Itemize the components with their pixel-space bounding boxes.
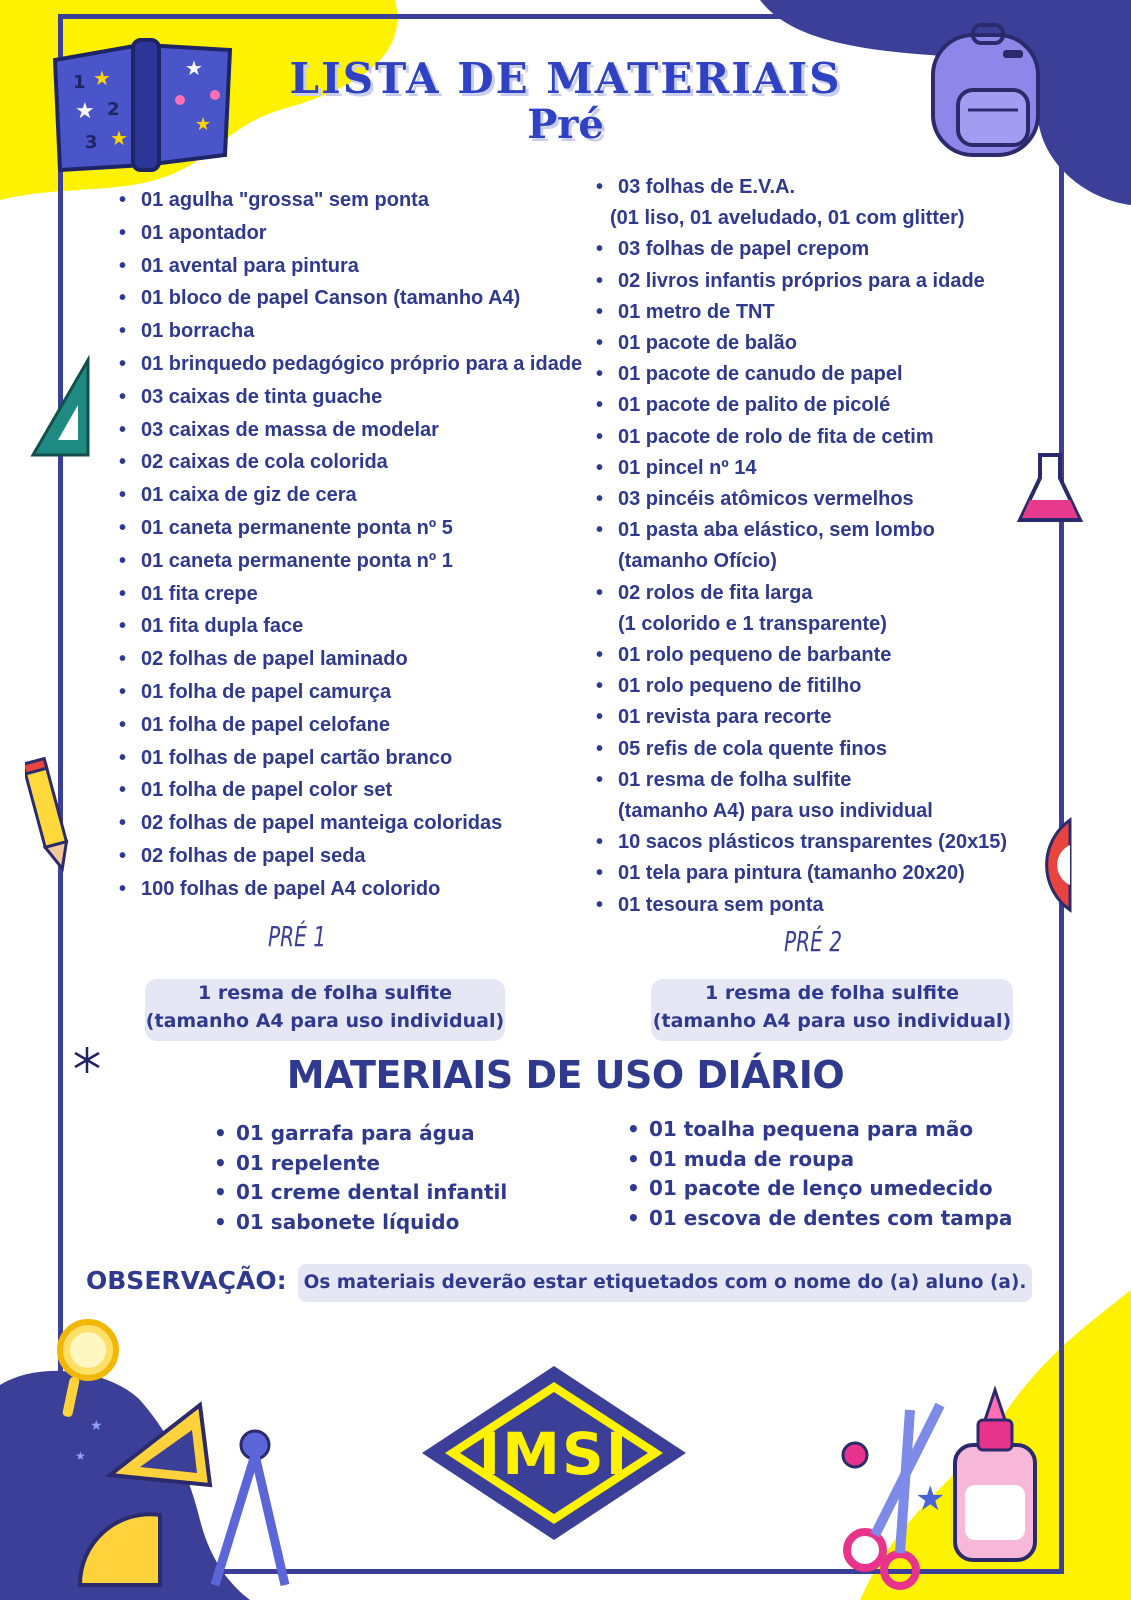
item-text: 01 bloco de papel Canson (tamanho A4) (141, 287, 521, 310)
item-text: 01 folha de papel celofane (141, 713, 390, 736)
list-item: • 01 fita dupla face (119, 615, 304, 638)
list-item: • 01 fita crepe (119, 582, 258, 605)
svg-text:★: ★ (915, 1479, 946, 1519)
list-item: • 01 muda de roupa (627, 1146, 855, 1171)
list-item: • 01 folha de papel camurça (119, 680, 392, 703)
materials-list-right (592, 172, 1007, 921)
item-text: 05 refis de cola quente finos (618, 737, 887, 760)
svg-text:1: 1 (73, 72, 86, 93)
item-text: 01 escova de dentes com tampa (649, 1205, 1013, 1230)
item-text: 01 revista para recorte (618, 706, 832, 729)
item-text: 01 garrafa para água (236, 1121, 475, 1145)
list-item: • 01 revista para recorte (592, 702, 1007, 733)
list-item: • 01 pacote de lenço umedecido (627, 1176, 993, 1200)
item-text: 100 folhas de papel A4 colorido (141, 877, 441, 900)
item-text: 01 caneta permanente ponta nº 1 (141, 549, 453, 572)
daily-list-right (623, 1115, 1012, 1233)
item-text: 02 rolos de fita larga (618, 581, 813, 604)
list-item: • 03 caixas de tinta guache (119, 385, 383, 408)
item-text: 01 pacote de lenço umedecido (649, 1176, 993, 1200)
list-item: • 03 folhas de papel crepom (592, 234, 1007, 265)
list-item: • 01 resma de folha sulfite (tamanho A4) para uso individual (592, 765, 1007, 827)
list-item: • 01 folhas de papel cartão branco (119, 746, 453, 769)
protractor-icon (1000, 810, 1080, 920)
list-item: • 01 pacote de balão (592, 328, 1007, 359)
list-item: • 01 pasta aba elástico, sem lombo (tamanho Ofício) (592, 515, 1007, 577)
list-item: • 01 creme dental infantil (214, 1180, 508, 1204)
pre2-heading: PRÉ 2 (784, 925, 843, 958)
svg-text:★: ★ (90, 1418, 103, 1434)
list-item: • 01 toalha pequena para mão (627, 1117, 974, 1141)
item-text: 01 folhas de papel cartão branco (141, 746, 453, 769)
materials-list-left (115, 188, 582, 910)
item-subtext: (1 colorido e 1 transparente) (618, 612, 887, 635)
logo-text: IMSI (478, 1420, 630, 1488)
item-text: 01 rolo pequeno de fitilho (618, 675, 862, 698)
item-text: 01 brinquedo pedagógico próprio para a idade (141, 352, 583, 375)
list-item: • 03 folhas de E.V.A. (01 liso, 01 aveludado, 01 com glitter) (592, 172, 1007, 234)
list-item: • 01 pacote de canudo de papel (592, 359, 1007, 390)
list-item: • 01 pacote de rolo de fita de cetim (592, 422, 1007, 453)
list-item: • 01 tela para pintura (tamanho 20x20) (592, 858, 1007, 889)
item-text: 01 sabonete líquido (236, 1209, 460, 1234)
item-text: 01 avental para pintura (141, 254, 359, 277)
list-item: • 10 sacos plásticos transparentes (20x15) (592, 827, 1007, 858)
list-item: • 01 borracha (119, 320, 255, 343)
pre2-note (651, 979, 1013, 1041)
item-text: 02 folhas de papel laminado (141, 648, 408, 671)
item-text: 01 apontador (141, 221, 267, 244)
item-text: 01 resma de folha sulfite (618, 768, 852, 791)
item-text: 01 pacote de rolo de fita de cetim (618, 425, 934, 448)
list-item: • 01 pacote de palito de picolé (592, 390, 1007, 421)
list-item: • 03 pincéis atômicos vermelhos (592, 484, 1007, 515)
list-item: • 01 repelente (214, 1150, 380, 1175)
svg-text:★: ★ (195, 114, 212, 135)
item-text: 02 caixas de cola colorida (141, 451, 388, 474)
item-text: 01 toalha pequena para mão (649, 1117, 974, 1141)
item-text: 01 fita dupla face (141, 615, 304, 638)
list-item: • 01 folha de papel celofane (119, 713, 390, 736)
item-subtext: (tamanho A4) para uso individual (618, 800, 933, 823)
svg-text:★: ★ (75, 1449, 86, 1463)
item-text: 01 pacote de palito de picolé (618, 394, 891, 417)
svg-text:★: ★ (75, 99, 95, 124)
daily-list-left (210, 1119, 507, 1237)
item-text: 10 sacos plásticos transparentes (20x15) (618, 831, 1008, 854)
svg-text:2: 2 (107, 99, 120, 120)
item-subtext: (01 liso, 01 aveludado, 01 com glitter) (610, 207, 965, 230)
item-text: 01 pincel nº 14 (618, 456, 757, 479)
list-item: • 01 tesoura sem ponta (592, 890, 1007, 921)
list-item: • 01 folha de papel color set (119, 779, 393, 802)
item-text: 01 borracha (141, 320, 255, 343)
item-text: 03 folhas de E.V.A. (618, 176, 796, 198)
list-item: • 01 agulha "grossa" sem ponta (119, 189, 429, 211)
observation-text: Os materiais deverão estar etiquetados com o nome do (a) aluno (a). (298, 1264, 1032, 1302)
item-text: 01 folha de papel color set (141, 779, 393, 802)
pre1-note (145, 979, 505, 1041)
item-text: 01 metro de TNT (618, 300, 775, 323)
list-item: • 05 refis de cola quente finos (592, 734, 1007, 765)
list-item: • 01 pincel nº 14 (592, 453, 1007, 484)
list-item: • 01 bloco de papel Canson (tamanho A4) (119, 287, 521, 310)
list-item: • 02 caixas de cola colorida (119, 451, 388, 474)
item-text: 01 caneta permanente ponta nº 5 (141, 516, 453, 539)
list-item: • 01 caixa de giz de cera (119, 484, 357, 507)
item-text: 01 creme dental infantil (236, 1180, 508, 1204)
pencil-icon (25, 755, 75, 875)
item-text: 02 folhas de papel manteiga coloridas (141, 812, 503, 835)
item-text: 01 caixa de giz de cera (141, 484, 357, 507)
item-text: 01 folha de papel camurça (141, 680, 392, 703)
item-text: 01 tesoura sem ponta (618, 893, 824, 916)
item-text: 02 folhas de papel seda (141, 844, 366, 867)
scissors-glue-icon (830, 1385, 1070, 1590)
list-item: • 01 rolo pequeno de fitilho (592, 671, 1007, 702)
pre1-note-line2: (tamanho A4 para uso individual) (145, 1010, 505, 1032)
page-title: LISTA DE MATERIAIS (289, 54, 842, 103)
list-item: • 01 metro de TNT (592, 297, 1007, 328)
svg-text:★: ★ (110, 126, 128, 150)
item-text: 01 rolo pequeno de barbante (618, 644, 892, 667)
item-text: 01 pacote de canudo de papel (618, 363, 903, 386)
page-subtitle: Pré (527, 101, 604, 148)
list-item: • 02 livros infantis próprios para a idade (592, 266, 1007, 297)
item-text: 03 caixas de tinta guache (141, 385, 383, 408)
list-item: • 01 rolo pequeno de barbante (592, 640, 1007, 671)
list-item: • 03 caixas de massa de modelar (119, 418, 439, 441)
item-text: 03 pincéis atômicos vermelhos (618, 488, 914, 511)
list-item: • 01 garrafa para água (214, 1121, 475, 1145)
item-text: 01 muda de roupa (649, 1146, 855, 1171)
triangle-ruler-icon (28, 355, 98, 465)
list-item: • 02 rolos de fita larga (1 colorido e 1 transparente) (592, 578, 1007, 640)
list-item: • 100 folhas de papel A4 colorido (119, 877, 441, 900)
item-text: 01 tela para pintura (tamanho 20x20) (618, 862, 965, 885)
imsi-logo (418, 1362, 690, 1544)
list-item: • 01 avental para pintura (119, 254, 359, 277)
item-text: 02 livros infantis próprios para a idade (618, 269, 985, 292)
pre1-heading: PRÉ 1 (268, 920, 327, 953)
item-text: 03 folhas de papel crepom (618, 238, 870, 261)
list-item: • 01 escova de dentes com tampa (627, 1205, 1013, 1230)
list-item: • 01 apontador (119, 221, 267, 244)
list-item: • 02 folhas de papel manteiga coloridas (119, 812, 503, 835)
daily-materials-title: MATERIAIS DE USO DIÁRIO (286, 1053, 845, 1097)
list-item: • 02 folhas de papel seda (119, 844, 366, 867)
list-item: • 01 caneta permanente ponta nº 5 (119, 516, 453, 539)
school-tools-icon (70, 1385, 300, 1600)
flask-icon (1015, 450, 1085, 530)
list-item: • 01 brinquedo pedagógico próprio para a idade (119, 352, 583, 375)
item-text: 03 caixas de massa de modelar (141, 418, 439, 441)
pre1-note-line1: 1 resma de folha sulfite (198, 982, 452, 1004)
list-item: • 01 sabonete líquido (214, 1209, 460, 1234)
item-text: 01 pacote de balão (618, 332, 797, 355)
observation-label: OBSERVAÇÃO: (86, 1266, 287, 1295)
item-text: 01 fita crepe (141, 582, 258, 605)
svg-text:★: ★ (185, 56, 203, 80)
item-text: 01 repelente (236, 1150, 380, 1175)
list-item: • 01 caneta permanente ponta nº 1 (119, 549, 453, 572)
item-subtext: (tamanho Ofício) (618, 550, 777, 573)
pre2-note-line1: 1 resma de folha sulfite (705, 982, 959, 1004)
svg-text:3: 3 (85, 132, 98, 153)
list-item: • 02 folhas de papel laminado (119, 648, 408, 671)
pre2-note-line2: (tamanho A4 para uso individual) (652, 1010, 1012, 1032)
svg-text:★: ★ (93, 66, 111, 90)
item-text: 01 pasta aba elástico, sem lombo (618, 519, 935, 542)
item-text: 01 agulha "grossa" sem ponta (141, 189, 429, 211)
